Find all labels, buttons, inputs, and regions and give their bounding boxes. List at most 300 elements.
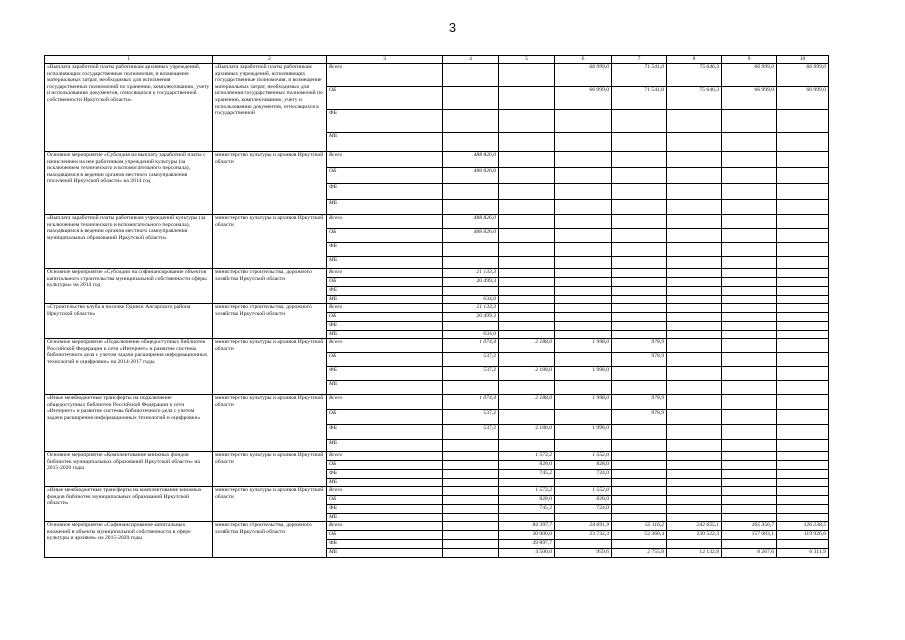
amount-cell bbox=[667, 381, 722, 395]
amount-cell bbox=[499, 229, 555, 243]
amount-cell bbox=[667, 287, 722, 296]
amount-cell bbox=[722, 339, 777, 353]
amount-cell bbox=[443, 452, 499, 461]
amount-cell bbox=[777, 339, 829, 353]
column-number-3: 3 bbox=[327, 56, 443, 64]
amount-cell bbox=[612, 487, 667, 496]
amount-cell bbox=[443, 440, 499, 452]
amount-cell: 2 188,0 bbox=[499, 425, 555, 440]
amount-cell bbox=[777, 229, 829, 243]
amount-cell: 66 999,0 bbox=[555, 87, 612, 110]
responsible-executor: министерство культуры и архивов Иркутской области bbox=[213, 339, 327, 395]
amount-cell bbox=[777, 278, 829, 287]
funding-source: ФБ bbox=[327, 367, 443, 381]
amount-cell bbox=[667, 425, 722, 440]
amount-cell bbox=[443, 184, 499, 200]
amount-cell bbox=[499, 257, 555, 269]
amount-cell: 1 552,0 bbox=[555, 487, 612, 496]
funding-source: ОБ bbox=[327, 229, 443, 243]
amount-cell bbox=[555, 257, 612, 269]
amount-cell bbox=[443, 549, 499, 558]
amount-cell: 1 573,2 bbox=[499, 452, 555, 461]
amount-cell bbox=[443, 87, 499, 110]
amount-cell bbox=[555, 304, 612, 313]
amount-cell bbox=[722, 461, 777, 470]
amount-cell bbox=[667, 278, 722, 287]
amount-cell bbox=[667, 313, 722, 322]
responsible-executor: министерство строительства, дорожного хозяйства Иркутской области bbox=[213, 522, 327, 558]
activity-description: Основное мероприятие «Субсидии на софинансирование объектов капитального строительства муниципальной собственности сферы культуры» на 2014 год bbox=[45, 269, 213, 304]
amount-cell bbox=[777, 479, 829, 487]
amount-cell bbox=[667, 110, 722, 133]
amount-cell bbox=[777, 452, 829, 461]
amount-cell bbox=[777, 496, 829, 505]
amount-cell: 12 132,8 bbox=[667, 549, 722, 558]
responsible-executor: «Выплата заработной платы работникам архивных учреждений, исполняющих государственные полномочия, и возмещение материальных затрат, необходимых для исполнения государственных полномочий по хранению, комплектованию, учету и использованию документов, относящихся к государственной bbox=[213, 64, 327, 152]
amount-cell bbox=[555, 331, 612, 339]
amount-cell bbox=[555, 269, 612, 278]
responsible-executor: министерство культуры и архивов Иркутской области bbox=[213, 487, 327, 522]
amount-cell: 537,2 bbox=[443, 425, 499, 440]
amount-cell: 66 999,0 bbox=[722, 87, 777, 110]
funding-source: МБ bbox=[327, 331, 443, 339]
funding-source: ФБ bbox=[327, 110, 443, 133]
amount-cell bbox=[612, 296, 667, 304]
table-row bbox=[45, 269, 829, 278]
responsible-executor: министерство строительства, дорожного хозяйства Иркутской области bbox=[213, 269, 327, 304]
amount-cell: 537,2 bbox=[443, 353, 499, 367]
amount-cell: 634,0 bbox=[443, 296, 499, 304]
amount-cell bbox=[777, 257, 829, 269]
amount-cell bbox=[722, 322, 777, 331]
funding-source: МБ bbox=[327, 133, 443, 152]
amount-cell bbox=[443, 540, 499, 549]
amount-cell bbox=[722, 269, 777, 278]
amount-cell bbox=[612, 461, 667, 470]
amount-cell bbox=[667, 296, 722, 304]
amount-cell: 75 646,3 bbox=[667, 87, 722, 110]
amount-cell bbox=[777, 487, 829, 496]
amount-cell bbox=[499, 353, 555, 367]
amount-cell: 724,0 bbox=[555, 470, 612, 479]
amount-cell bbox=[777, 243, 829, 257]
amount-cell bbox=[443, 531, 499, 540]
activity-description: «Иные межбюджетные трансферты на комплектование книжных фондов библиотек муниципальных образований Иркутской области» bbox=[45, 487, 213, 522]
amount-cell: 488 826,0 bbox=[443, 215, 499, 229]
amount-cell bbox=[722, 395, 777, 410]
amount-cell bbox=[612, 540, 667, 549]
funding-source: ОБ bbox=[327, 461, 443, 470]
amount-cell bbox=[667, 168, 722, 184]
amount-cell: 230 522,3 bbox=[667, 531, 722, 540]
funding-source: ОБ bbox=[327, 531, 443, 540]
amount-cell bbox=[722, 540, 777, 549]
amount-cell bbox=[667, 514, 722, 522]
amount-cell: 1 074,4 bbox=[443, 395, 499, 410]
amount-cell bbox=[612, 322, 667, 331]
amount-cell bbox=[667, 487, 722, 496]
amount-cell bbox=[722, 410, 777, 425]
amount-cell bbox=[612, 278, 667, 287]
amount-cell: 488 826,0 bbox=[443, 152, 499, 168]
amount-cell: 21 133,3 bbox=[443, 304, 499, 313]
column-number-10: 10 bbox=[777, 56, 829, 64]
amount-cell bbox=[612, 215, 667, 229]
amount-cell bbox=[443, 64, 499, 87]
amount-cell bbox=[499, 440, 555, 452]
activity-description: Основное мероприятие «Комплектование книжных фондов библиотек муниципальных образований Иркутской области» на 2015-2020 годы bbox=[45, 452, 213, 487]
funding-source: ФБ bbox=[327, 425, 443, 440]
funding-source: ФБ bbox=[327, 540, 443, 549]
amount-cell bbox=[722, 367, 777, 381]
amount-cell bbox=[612, 133, 667, 152]
amount-cell bbox=[667, 339, 722, 353]
amount-cell bbox=[777, 470, 829, 479]
amount-cell bbox=[777, 200, 829, 215]
amount-cell bbox=[499, 269, 555, 278]
amount-cell bbox=[499, 410, 555, 425]
amount-cell bbox=[499, 243, 555, 257]
table-row bbox=[45, 304, 829, 313]
amount-cell bbox=[777, 461, 829, 470]
funding-source: МБ bbox=[327, 514, 443, 522]
amount-cell bbox=[555, 229, 612, 243]
amount-cell bbox=[777, 133, 829, 152]
amount-cell bbox=[722, 200, 777, 215]
amount-cell bbox=[612, 440, 667, 452]
amount-cell bbox=[443, 381, 499, 395]
table-row bbox=[45, 452, 829, 461]
amount-cell bbox=[612, 496, 667, 505]
amount-cell: 21 133,3 bbox=[443, 269, 499, 278]
amount-cell: 66 999,0 bbox=[555, 64, 612, 87]
amount-cell: 126 238,5 bbox=[777, 522, 829, 531]
amount-cell: 2 188,0 bbox=[499, 367, 555, 381]
amount-cell bbox=[722, 168, 777, 184]
amount-cell: 52 360,4 bbox=[612, 531, 667, 540]
amount-cell bbox=[667, 133, 722, 152]
amount-cell bbox=[612, 184, 667, 200]
amount-cell: 828,0 bbox=[499, 461, 555, 470]
funding-source: ФБ bbox=[327, 322, 443, 331]
funding-source: Всего bbox=[327, 152, 443, 168]
amount-cell bbox=[667, 215, 722, 229]
responsible-executor: министерство культуры и архивов Иркутской области bbox=[213, 215, 327, 269]
amount-cell bbox=[499, 331, 555, 339]
funding-source: ФБ bbox=[327, 287, 443, 296]
amount-cell bbox=[555, 152, 612, 168]
amount-cell bbox=[443, 287, 499, 296]
amount-cell: 537,2 bbox=[443, 410, 499, 425]
amount-cell bbox=[443, 496, 499, 505]
amount-cell bbox=[499, 87, 555, 110]
amount-cell bbox=[612, 229, 667, 243]
amount-cell bbox=[612, 269, 667, 278]
amount-cell bbox=[667, 200, 722, 215]
amount-cell bbox=[555, 440, 612, 452]
amount-cell bbox=[555, 215, 612, 229]
amount-cell bbox=[499, 133, 555, 152]
amount-cell: 66 999,0 bbox=[777, 87, 829, 110]
amount-cell bbox=[722, 257, 777, 269]
funding-source: МБ bbox=[327, 257, 443, 269]
column-number-8: 8 bbox=[667, 56, 722, 64]
amount-cell bbox=[667, 269, 722, 278]
amount-cell bbox=[612, 168, 667, 184]
amount-cell bbox=[722, 296, 777, 304]
amount-cell bbox=[499, 296, 555, 304]
budget-table bbox=[44, 55, 829, 558]
amount-cell bbox=[722, 243, 777, 257]
amount-cell bbox=[555, 278, 612, 287]
amount-cell: 828,0 bbox=[555, 461, 612, 470]
table-row bbox=[45, 395, 829, 410]
amount-cell: 1 998,0 bbox=[555, 395, 612, 410]
column-number-4: 4 bbox=[443, 56, 499, 64]
amount-cell bbox=[499, 200, 555, 215]
amount-cell bbox=[777, 313, 829, 322]
amount-cell bbox=[667, 470, 722, 479]
amount-cell bbox=[555, 353, 612, 367]
amount-cell bbox=[555, 200, 612, 215]
amount-cell: 1 573,2 bbox=[499, 487, 555, 496]
amount-cell bbox=[722, 381, 777, 395]
amount-cell bbox=[667, 331, 722, 339]
amount-cell bbox=[667, 257, 722, 269]
column-number-7: 7 bbox=[612, 56, 667, 64]
activity-description: Основное мероприятие «Субсидия на выплату заработной платы с начислением на нее работникам учреждений культуры (за исключением технического и вспомогательного персонала), находящимся в ведении органов местного самоуправления поселений Иркутской области» на 2014 год bbox=[45, 152, 213, 215]
amount-cell bbox=[499, 168, 555, 184]
amount-cell bbox=[555, 287, 612, 296]
amount-cell: 1 552,0 bbox=[555, 452, 612, 461]
activity-description: Основное мероприятие «Софинансирование капитальных вложений в объекты муниципальной собственности в сфере культуры и архивов» на 2015-2020 годы bbox=[45, 522, 213, 558]
amount-cell bbox=[777, 540, 829, 549]
amount-cell bbox=[667, 322, 722, 331]
amount-cell bbox=[612, 452, 667, 461]
funding-source: ОБ bbox=[327, 87, 443, 110]
funding-source: МБ bbox=[327, 381, 443, 395]
amount-cell: 1 998,0 bbox=[555, 339, 612, 353]
funding-source: ФБ bbox=[327, 243, 443, 257]
amount-cell bbox=[555, 296, 612, 304]
amount-cell: 1 998,0 bbox=[555, 367, 612, 381]
amount-cell bbox=[722, 133, 777, 152]
amount-cell bbox=[722, 331, 777, 339]
amount-cell bbox=[777, 505, 829, 514]
amount-cell: 75 646,3 bbox=[667, 64, 722, 87]
amount-cell bbox=[612, 200, 667, 215]
activity-description: Основное мероприятие «Подключение общедоступных библиотек Российской Федерации к сети «Интернет» и развитие системы библиотечного дела с учетом задачи расширения информационных технологий и оцифровки» на 2014-2017 годы bbox=[45, 339, 213, 395]
amount-cell bbox=[612, 470, 667, 479]
amount-cell bbox=[777, 152, 829, 168]
amount-cell bbox=[555, 322, 612, 331]
amount-cell bbox=[612, 152, 667, 168]
amount-cell bbox=[777, 110, 829, 133]
amount-cell bbox=[777, 514, 829, 522]
amount-cell bbox=[777, 296, 829, 304]
amount-cell bbox=[722, 304, 777, 313]
amount-cell bbox=[667, 410, 722, 425]
amount-cell bbox=[499, 278, 555, 287]
amount-cell bbox=[555, 514, 612, 522]
amount-cell bbox=[499, 313, 555, 322]
amount-cell bbox=[499, 287, 555, 296]
responsible-executor: министерство культуры и архивов Иркутской области bbox=[213, 395, 327, 452]
amount-cell bbox=[667, 452, 722, 461]
amount-cell bbox=[722, 470, 777, 479]
amount-cell bbox=[722, 229, 777, 243]
amount-cell bbox=[612, 381, 667, 395]
amount-cell: 634,0 bbox=[443, 331, 499, 339]
funding-source: ОБ bbox=[327, 353, 443, 367]
amount-cell: 71 541,0 bbox=[612, 64, 667, 87]
amount-cell: 84 397,7 bbox=[499, 522, 555, 531]
amount-cell: 537,2 bbox=[443, 367, 499, 381]
amount-cell bbox=[722, 287, 777, 296]
amount-cell bbox=[555, 168, 612, 184]
amount-cell: 4 500,0 bbox=[499, 549, 555, 558]
funding-source: МБ bbox=[327, 296, 443, 304]
funding-source: Всего bbox=[327, 339, 443, 353]
table-row bbox=[45, 487, 829, 496]
funding-source: МБ bbox=[327, 440, 443, 452]
amount-cell bbox=[443, 243, 499, 257]
column-number-6: 6 bbox=[555, 56, 612, 64]
funding-source: ОБ bbox=[327, 313, 443, 322]
funding-source: ФБ bbox=[327, 184, 443, 200]
amount-cell bbox=[443, 110, 499, 133]
amount-cell bbox=[443, 461, 499, 470]
amount-cell bbox=[777, 269, 829, 278]
amount-cell bbox=[443, 487, 499, 496]
funding-source: МБ bbox=[327, 200, 443, 215]
amount-cell: 30 000,0 bbox=[499, 531, 555, 540]
amount-cell: 978,9 bbox=[612, 339, 667, 353]
amount-cell bbox=[777, 184, 829, 200]
amount-cell bbox=[777, 410, 829, 425]
funding-source: Всего bbox=[327, 304, 443, 313]
amount-cell bbox=[499, 110, 555, 133]
amount-cell bbox=[667, 505, 722, 514]
amount-cell bbox=[443, 133, 499, 152]
funding-source: ОБ bbox=[327, 410, 443, 425]
amount-cell bbox=[499, 304, 555, 313]
table-row bbox=[45, 64, 829, 87]
amount-cell bbox=[612, 425, 667, 440]
amount-cell: 66 999,0 bbox=[722, 64, 777, 87]
funding-source: Всего bbox=[327, 487, 443, 496]
amount-cell bbox=[499, 381, 555, 395]
amount-cell bbox=[777, 353, 829, 367]
amount-cell bbox=[612, 257, 667, 269]
amount-cell bbox=[612, 243, 667, 257]
funding-source: ФБ bbox=[327, 505, 443, 514]
amount-cell bbox=[555, 243, 612, 257]
amount-cell: 745,2 bbox=[499, 470, 555, 479]
amount-cell bbox=[443, 514, 499, 522]
activity-description: «Выплата заработной платы работникам архивных учреждений, исполняющих государственные полномочия, и возмещение материальных затрат, необходимых для исполнения государственных полномочий по хранению, комплектованию, учету и использованию документов, относящихся к государственной собственности Иркутской области» bbox=[45, 64, 213, 152]
amount-cell: 23 732,3 bbox=[555, 531, 612, 540]
amount-cell: 8 267,6 bbox=[722, 549, 777, 558]
funding-source: ОБ bbox=[327, 278, 443, 287]
amount-cell bbox=[777, 168, 829, 184]
amount-cell bbox=[612, 331, 667, 339]
amount-cell bbox=[777, 287, 829, 296]
amount-cell: 745,2 bbox=[499, 505, 555, 514]
column-number-5: 5 bbox=[499, 56, 555, 64]
amount-cell: 978,9 bbox=[612, 410, 667, 425]
amount-cell: 20 499,3 bbox=[443, 313, 499, 322]
amount-cell bbox=[612, 313, 667, 322]
amount-cell bbox=[443, 200, 499, 215]
amount-cell: 978,9 bbox=[612, 395, 667, 410]
amount-cell: 242 655,1 bbox=[667, 522, 722, 531]
funding-source: Всего bbox=[327, 269, 443, 278]
amount-cell: 1 074,4 bbox=[443, 339, 499, 353]
amount-cell: 49 897,7 bbox=[499, 540, 555, 549]
amount-cell bbox=[777, 331, 829, 339]
amount-cell bbox=[499, 514, 555, 522]
amount-cell bbox=[722, 110, 777, 133]
amount-cell bbox=[667, 184, 722, 200]
amount-cell bbox=[667, 304, 722, 313]
amount-cell bbox=[499, 215, 555, 229]
amount-cell bbox=[722, 452, 777, 461]
page-number: 3 bbox=[448, 20, 457, 35]
amount-cell bbox=[722, 215, 777, 229]
funding-source: ОБ bbox=[327, 168, 443, 184]
amount-cell bbox=[667, 395, 722, 410]
amount-cell bbox=[612, 505, 667, 514]
amount-cell bbox=[667, 479, 722, 487]
amount-cell bbox=[722, 184, 777, 200]
amount-cell: 828,0 bbox=[555, 496, 612, 505]
amount-cell: 2 188,0 bbox=[499, 395, 555, 410]
amount-cell bbox=[555, 313, 612, 322]
amount-cell bbox=[722, 278, 777, 287]
amount-cell bbox=[667, 461, 722, 470]
table-row bbox=[45, 215, 829, 229]
amount-cell bbox=[499, 479, 555, 487]
amount-cell bbox=[667, 353, 722, 367]
amount-cell bbox=[499, 184, 555, 200]
amount-cell bbox=[612, 287, 667, 296]
amount-cell: 1 998,0 bbox=[555, 425, 612, 440]
amount-cell: 165 350,7 bbox=[722, 522, 777, 531]
amount-cell bbox=[555, 184, 612, 200]
amount-cell bbox=[555, 381, 612, 395]
amount-cell: 828,0 bbox=[499, 496, 555, 505]
amount-cell: 959,6 bbox=[555, 549, 612, 558]
amount-cell: 978,9 bbox=[612, 353, 667, 367]
amount-cell bbox=[443, 322, 499, 331]
amount-cell bbox=[612, 110, 667, 133]
amount-cell bbox=[667, 152, 722, 168]
funding-source: Всего bbox=[327, 452, 443, 461]
funding-source: МБ bbox=[327, 549, 443, 558]
table-row bbox=[45, 152, 829, 168]
amount-cell bbox=[667, 243, 722, 257]
amount-cell bbox=[612, 514, 667, 522]
amount-cell bbox=[777, 215, 829, 229]
amount-cell bbox=[555, 540, 612, 549]
amount-cell bbox=[777, 440, 829, 452]
amount-cell bbox=[443, 479, 499, 487]
responsible-executor: министерство строительства, дорожного хозяйства Иркутской области bbox=[213, 304, 327, 339]
amount-cell bbox=[443, 470, 499, 479]
amount-cell: 157 083,1 bbox=[722, 531, 777, 540]
amount-cell bbox=[612, 367, 667, 381]
